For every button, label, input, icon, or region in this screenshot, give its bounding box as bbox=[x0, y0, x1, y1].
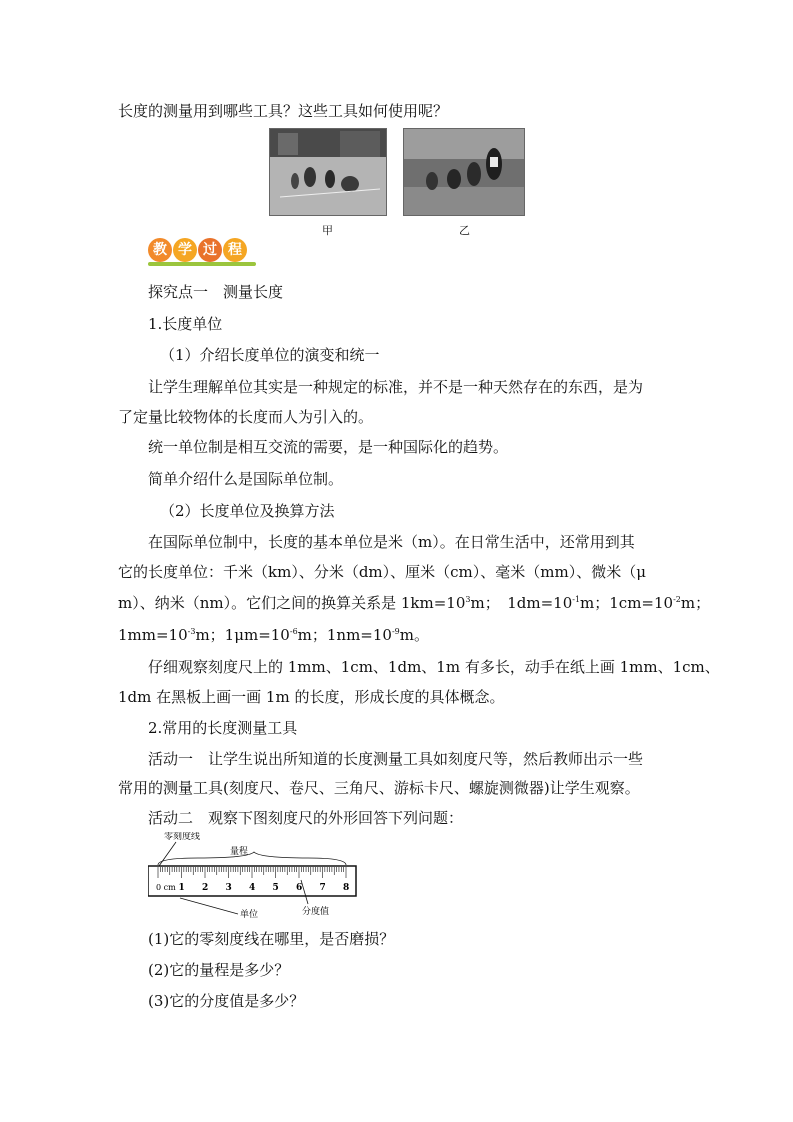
intro-question: 长度的测量用到哪些工具？这些工具如何使用呢？ bbox=[118, 102, 449, 120]
paragraph-1b: 了定量比较物体的长度而人为引入的。 bbox=[118, 408, 374, 426]
range-brace bbox=[158, 852, 346, 865]
text: m； bbox=[680, 594, 711, 612]
zero-line-pointer bbox=[159, 842, 176, 866]
activity-2: 活动二 观察下图刻度尺的外形回答下列问题： bbox=[148, 809, 464, 827]
unit-pointer bbox=[180, 898, 238, 914]
photo-yi bbox=[403, 128, 525, 216]
street-measure-photo bbox=[270, 129, 386, 215]
sprint-race-photo bbox=[404, 129, 524, 215]
paragraph-5a: 仔细观察刻度尺上的 1mm、1cm、1dm、1m 有多长，动手在纸上画 1mm、1cm、 bbox=[148, 658, 720, 676]
exponent: -1 bbox=[572, 595, 581, 604]
paragraph-2: 统一单位制是相互交流的需要，是一种国际化的趋势。 bbox=[148, 438, 509, 456]
badge-underline bbox=[148, 260, 258, 268]
subheading-2: （2）长度单位及换算方法 bbox=[160, 502, 335, 520]
exponent: -2 bbox=[673, 595, 681, 604]
subheading-1: （1）介绍长度单位的演变和统一 bbox=[160, 346, 380, 364]
text: m； 1dm=10 bbox=[470, 594, 573, 612]
ruler-number: 5 bbox=[272, 883, 279, 893]
text: m；1cm=10 bbox=[580, 594, 674, 612]
question-2: (2)它的量程是多少？ bbox=[148, 961, 290, 979]
ruler-number: 1 bbox=[178, 883, 185, 893]
text: m）、纳米（nm）。它们之间的换算关系是 1km=10 bbox=[118, 594, 466, 612]
exponent: -6 bbox=[289, 627, 298, 636]
caption-jia: 甲 bbox=[322, 224, 333, 237]
ruler-number: 4 bbox=[249, 883, 256, 893]
text: m。 bbox=[399, 626, 429, 644]
ruler-diagram bbox=[148, 832, 378, 922]
section-title: 探究点一 测量长度 bbox=[148, 283, 284, 301]
paragraph-4a: 在国际单位制中，长度的基本单位是米（m）。在日常生活中，还常用到其 bbox=[148, 533, 635, 551]
exponent: -3 bbox=[187, 627, 196, 636]
exponent: 3 bbox=[465, 595, 471, 604]
ruler-number: 2 bbox=[202, 883, 209, 893]
paragraph-5b: 1dm 在黑板上画一画 1m 的长度，形成长度的具体概念。 bbox=[118, 688, 505, 706]
paragraph-4c bbox=[118, 592, 710, 614]
exponent: -9 bbox=[391, 627, 400, 636]
question-1: (1)它的零刻度线在哪里，是否磨损？ bbox=[148, 930, 395, 948]
ruler-number: 3 bbox=[225, 883, 232, 893]
range-label: 量程 bbox=[230, 847, 249, 857]
question-3: (3)它的分度值是多少？ bbox=[148, 992, 305, 1010]
cm-label: 0 cm bbox=[156, 883, 176, 892]
ruler-number: 6 bbox=[296, 883, 303, 893]
paragraph-4d bbox=[118, 624, 429, 646]
paragraph-3: 简单介绍什么是国际单位制。 bbox=[148, 470, 344, 488]
text: m；1μm=10 bbox=[195, 626, 290, 644]
badge-char: 教 bbox=[148, 238, 172, 262]
badge-char: 程 bbox=[223, 238, 247, 262]
activity-1a: 活动一 让学生说出所知道的长度测量工具如刻度尺等，然后教师出示一些 bbox=[148, 750, 644, 768]
heading-1: 1.长度单位 bbox=[148, 315, 223, 333]
activity-1b: 常用的测量工具(刻度尺、卷尺、三角尺、游标卡尺、螺旋测微器)让学生观察。 bbox=[118, 779, 640, 797]
division-label: 分度值 bbox=[302, 907, 330, 917]
badge-char: 学 bbox=[173, 238, 197, 262]
ruler-number: 8 bbox=[343, 883, 350, 893]
heading-2: 2.常用的长度测量工具 bbox=[148, 719, 298, 737]
photo-jia bbox=[269, 128, 387, 216]
ruler-figure bbox=[148, 832, 378, 922]
text: 1mm=10 bbox=[118, 626, 188, 644]
badge-char: 过 bbox=[198, 238, 222, 262]
paragraph-1a: 让学生理解单位其实是一种规定的标准，并不是一种天然存在的东西，是为 bbox=[148, 378, 644, 396]
unit-label: 单位 bbox=[240, 910, 259, 920]
paragraph-4b: 它的长度单位：千米（km）、分米（dm）、厘米（cm）、毫米（mm）、微米（μ bbox=[118, 563, 646, 581]
caption-yi: 乙 bbox=[459, 224, 470, 237]
zero-line-label: 零刻度线 bbox=[164, 832, 201, 842]
ruler-number: 7 bbox=[319, 883, 326, 893]
text: m；1nm=10 bbox=[297, 626, 392, 644]
teaching-process-badge bbox=[148, 238, 258, 268]
